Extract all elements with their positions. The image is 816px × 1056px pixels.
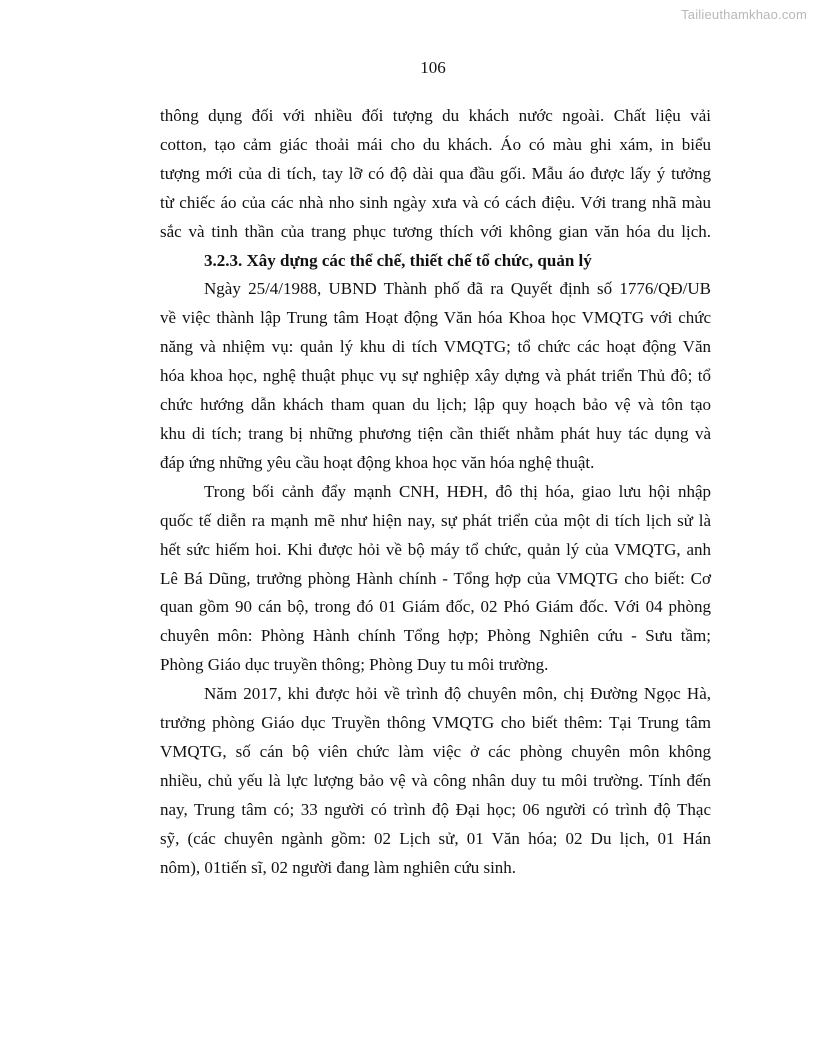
text-line: chuyên môn: Phòng Hành chính Tổng hợp; Phòng Nghiên cứu - Sưu tầm; — [160, 626, 711, 646]
paragraph-decision — [160, 275, 711, 477]
text-line: sỹ, (các chuyên ngành gồm: 02 Lịch sử, 01 Văn hóa; 02 Du lịch, 01 Hán — [160, 828, 711, 848]
text-line: khu di tích; trang bị những phương tiện cần thiết nhằm phát huy tác dụng và — [160, 423, 711, 443]
text-line: sắc và tinh thần của trang phục tương thích với không gian văn hóa du lịch. — [160, 221, 711, 241]
page-number: 106 — [420, 58, 446, 77]
text-line: VMQTG, số cán bộ viên chức làm việc ở các phòng chuyên môn không — [160, 741, 711, 761]
text-line: trưởng phòng Giáo dục Truyền thông VMQTG cho biết thêm: Tại Trung tâm — [160, 713, 711, 733]
text-line: từ chiếc áo của các nhà nho sinh ngày xưa và có cách điệu. Với trang nhã màu — [160, 192, 711, 212]
text-line: quan gồm 90 cán bộ, trong đó 01 Giám đốc, 02 Phó Giám đốc. Với 04 phòng — [160, 597, 711, 617]
text-line: về việc thành lập Trung tâm Hoạt động Văn hóa Khoa học VMQTG với chức — [160, 308, 711, 328]
text-line: Phòng Giáo dục truyền thông; Phòng Duy tu môi trường. — [160, 655, 549, 675]
text-line: quốc tế diễn ra mạnh mẽ như hiện nay, sự phát triển của một di tích lịch sử là — [160, 510, 711, 530]
text-line: tượng mới của di tích, tay lỡ có độ dài qua đầu gối. Mẫu áo được lấy ý tưởng — [160, 163, 711, 183]
paragraph-organization — [160, 478, 711, 680]
text-line: Ngày 25/4/1988, UBND Thành phố đã ra Quyết định số 1776/QĐ/UB — [204, 279, 711, 299]
text-line: đáp ứng những yêu cầu hoạt động khoa học văn hóa nghệ thuật. — [160, 452, 595, 472]
text-line: nhiều, chủ yếu là lực lượng bảo vệ và công nhân duy tu môi trường. Tính đến — [160, 770, 711, 790]
text-line: thông dụng đối với nhiều đối tượng du khách nước ngoài. Chất liệu vải — [160, 106, 711, 125]
text-line: chức hướng dẫn khách tham quan du lịch; lập quy hoạch bảo vệ và tôn tạo — [160, 395, 711, 415]
text-line: cotton, tạo cảm giác thoải mái cho du khách. Áo có màu ghi xám, in biểu — [160, 134, 711, 154]
document-body — [160, 102, 711, 882]
text-line: hết sức hiếm hoi. Khi được hỏi về bộ máy tổ chức, quản lý của VMQTG, anh — [160, 539, 711, 559]
text-line: hóa khoa học, nghệ thuật phục vụ sự nghiệp xây dựng và phát triển Thủ đô; tổ — [160, 366, 711, 386]
text-line: Lê Bá Dũng, trưởng phòng Hành chính - Tổng hợp của VMQTG cho biết: Cơ — [160, 568, 711, 588]
text-line: nay, Trung tâm có; 33 người có trình độ Đại học; 06 người có trình độ Thạc — [160, 799, 711, 819]
section-heading: 3.2.3. Xây dựng các thể chế, thiết chế tổ chức, quản lý — [204, 250, 592, 270]
text-line: Trong bối cảnh đẩy mạnh CNH, HĐH, đô thị hóa, giao lưu hội nhập — [204, 481, 711, 501]
text-line: năng và nhiệm vụ: quản lý khu di tích VMQTG; tổ chức các hoạt động Văn — [160, 337, 711, 357]
text-line: nôm), 01tiến sĩ, 02 người đang làm nghiên cứu sinh. — [160, 857, 517, 877]
text-line: Năm 2017, khi được hỏi về trình độ chuyên môn, chị Đường Ngọc Hà, — [204, 684, 711, 704]
watermark-text: Tailieuthamkhao.com — [681, 7, 807, 22]
paragraph-continued — [160, 102, 711, 247]
paragraph-staff-qualifications — [160, 680, 711, 882]
